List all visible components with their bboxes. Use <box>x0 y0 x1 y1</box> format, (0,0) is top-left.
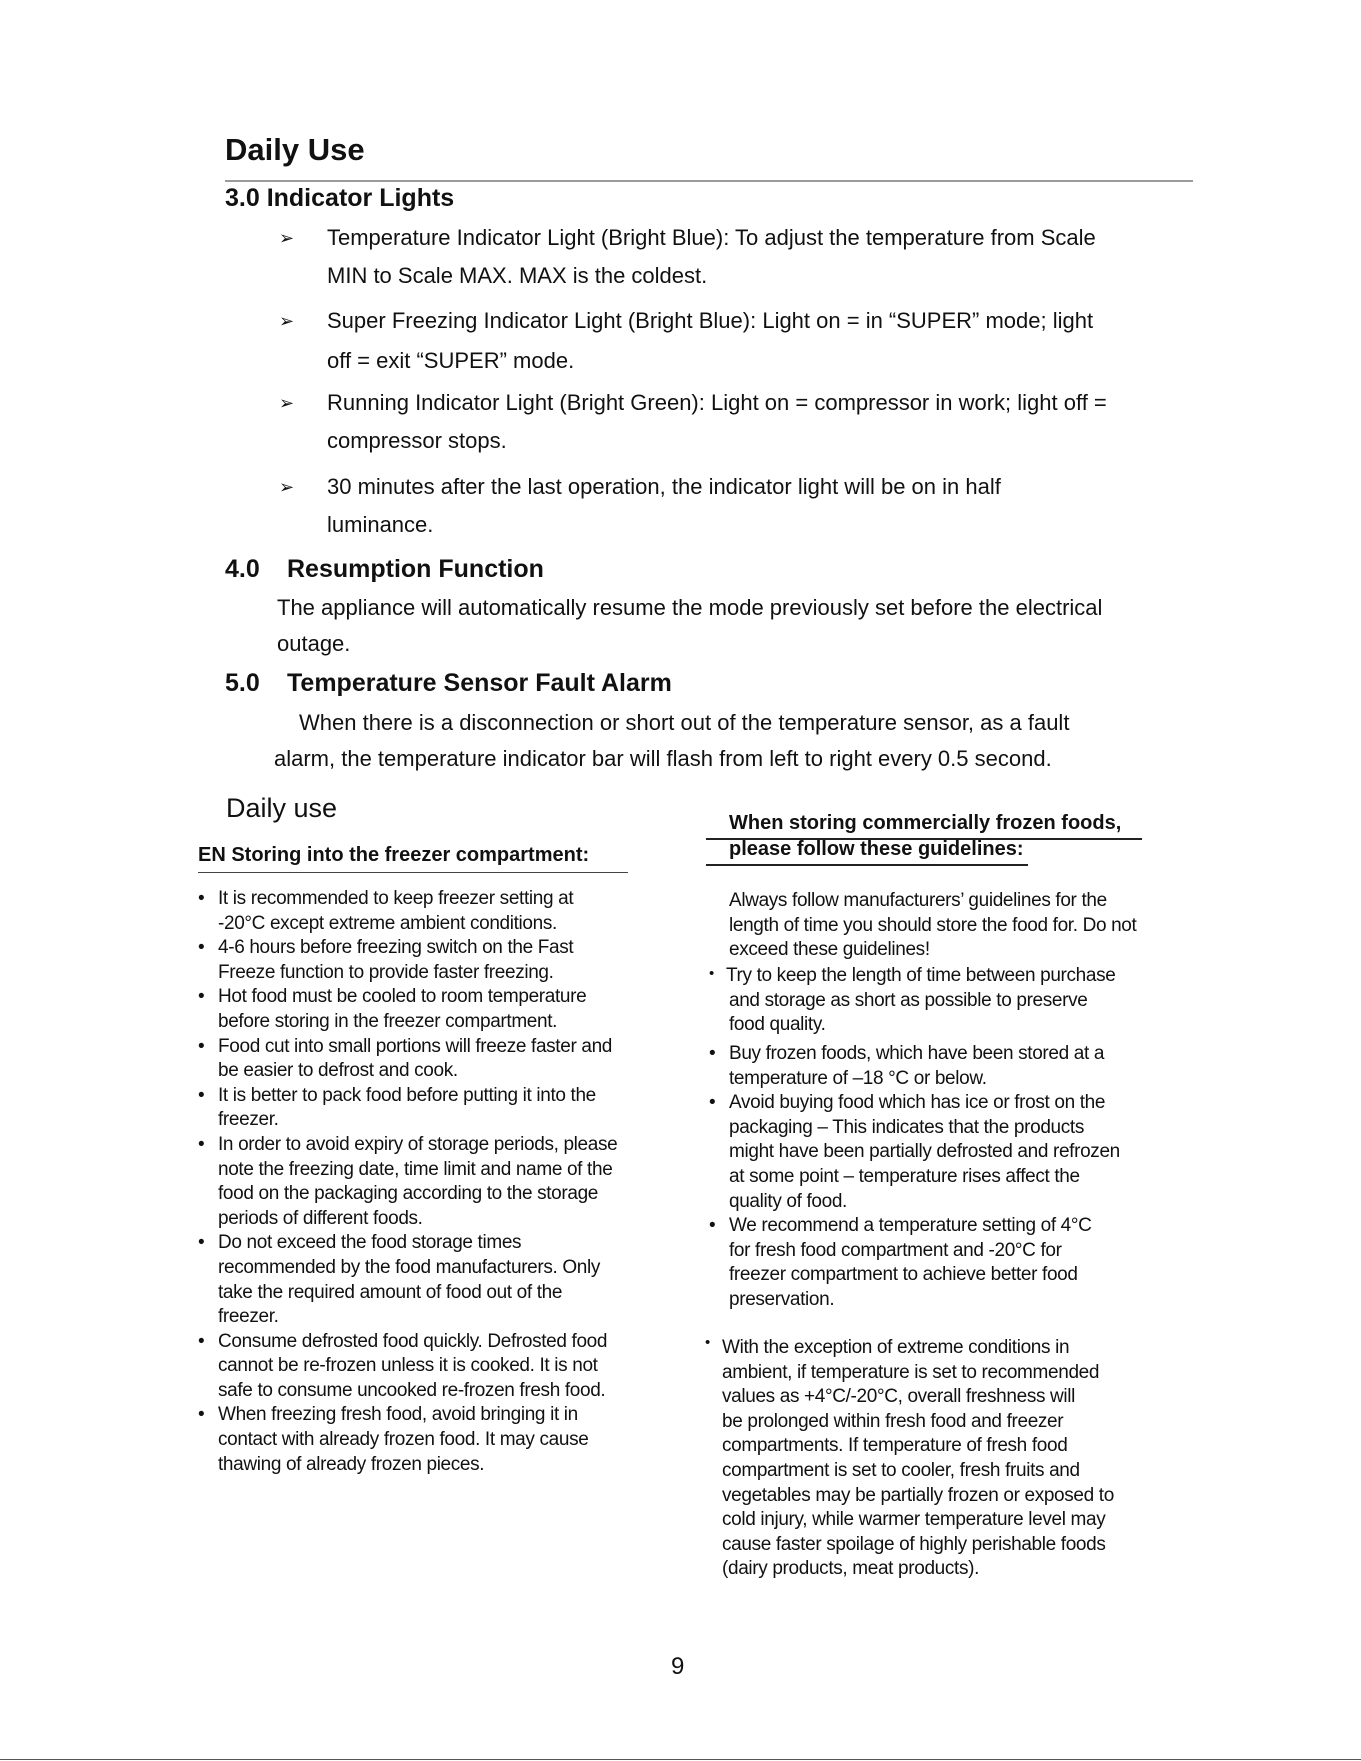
heading-underline-2 <box>706 864 1028 866</box>
list-item-line2: off = exit “SUPER” mode. <box>327 348 575 373</box>
title-rule <box>225 180 1193 182</box>
list-item-line: Hot food must be cooled to room temperature <box>218 986 587 1008</box>
intro-line: Always follow manufacturers’ guidelines for the <box>729 890 1107 911</box>
list-item <box>198 1330 668 1404</box>
list-item-line: When freezing fresh food, avoid bringing it in <box>218 1404 578 1426</box>
list-item-line: recommended by the food manufacturers. Only <box>218 1256 601 1278</box>
list-item-line: preservation. <box>729 1288 835 1310</box>
list-item-line: It is recommended to keep freezer setting at <box>218 888 574 909</box>
list-item-line: cannot be re-frozen unless it is cooked. It is not <box>218 1355 598 1377</box>
list-item <box>198 1133 668 1231</box>
list-item <box>198 1035 668 1084</box>
list-item <box>198 1231 668 1329</box>
list-item-line1: Running Indicator Light (Bright Green): Light on = compressor in work; light off = <box>327 390 1107 415</box>
section-3-title: 3.0 Indicator Lights <box>225 184 455 212</box>
list-item-line: We recommend a temperature setting of 4°C <box>729 1215 1092 1237</box>
page-title: Daily Use <box>225 132 365 167</box>
list-item-line: food quality. <box>729 1014 826 1036</box>
list-item-line: temperature of –18 °C or below. <box>729 1067 987 1089</box>
list-item-text <box>722 1336 1202 1582</box>
list-item-line: Food cut into small portions will freeze faster and <box>218 1035 613 1057</box>
arrow-bullet-icon: ➢ <box>279 477 295 498</box>
list-item-line: Avoid buying food which has ice or frost on the <box>729 1092 1106 1114</box>
arrow-bullet-icon: ➢ <box>279 311 295 332</box>
guidelines-intro <box>729 889 1199 963</box>
intro-line: exceed these guidelines! <box>729 939 930 961</box>
commercial-frozen-heading-line1: When storing commercially frozen foods, <box>729 812 1122 834</box>
bullet-dot-icon: • <box>705 1334 711 1351</box>
list-item-line: packaging – This indicates that the products <box>729 1116 1084 1138</box>
list-item-line: might have been partially defrosted and refrozen <box>729 1141 1120 1163</box>
list-item-line: (dairy products, meat products). <box>722 1558 980 1580</box>
list-item <box>198 985 668 1034</box>
page-number: 9 <box>671 1653 685 1680</box>
list-item-line: 4-6 hours before freezing switch on the Fast <box>218 937 574 959</box>
list-item-line: and storage as short as possible to preserve <box>729 989 1088 1011</box>
list-item-line: thawing of already frozen pieces. <box>218 1453 485 1475</box>
subheading-underline <box>198 872 628 873</box>
list-item-line: note the freezing date, time limit and name of the <box>218 1158 613 1180</box>
list-item-text <box>726 964 1196 1038</box>
list-item-line: Try to keep the length of time between purchase <box>726 965 1116 986</box>
list-item-line: be prolonged within fresh food and freezer <box>722 1410 1064 1432</box>
list-item-line: Do not exceed the food storage times <box>218 1232 522 1254</box>
list-item-line: -20°C except extreme ambient conditions. <box>218 912 557 934</box>
list-item <box>709 1091 1199 1214</box>
list-item-line: food on the packaging according to the storage <box>218 1183 599 1205</box>
list-item-line: safe to consume uncooked re-frozen fresh food. <box>218 1379 606 1401</box>
list-item-line: compartments. If temperature of fresh food <box>722 1435 1068 1457</box>
list-item <box>198 936 668 985</box>
list-item-line: freezer compartment to achieve better food <box>729 1264 1078 1286</box>
list-item <box>709 1214 1199 1312</box>
list-item-line: for fresh food compartment and -20°C for <box>729 1239 1062 1261</box>
list-item-line: In order to avoid expiry of storage periods, please <box>218 1133 618 1155</box>
list-item-line1: 30 minutes after the last operation, the indicator light will be on in half <box>327 474 1001 499</box>
section-4-title: Resumption Function <box>287 555 544 583</box>
list-item-line: cause faster spoilage of highly perishable foods <box>722 1533 1106 1555</box>
section-5-text-line1: When there is a disconnection or short out of the temperature sensor, as a fault <box>299 710 1070 735</box>
list-item <box>198 887 668 936</box>
list-item-line: freezer. <box>218 1109 279 1131</box>
list-item-line: values as +4°C/-20°C, overall freshness will <box>722 1386 1076 1408</box>
section-5-title: Temperature Sensor Fault Alarm <box>287 669 672 697</box>
list-item-line: periods of different foods. <box>218 1207 423 1229</box>
list-item-line2: MIN to Scale MAX. MAX is the coldest. <box>327 263 708 288</box>
arrow-bullet-icon: ➢ <box>279 393 295 414</box>
list-item-line: Freeze function to provide faster freezing. <box>218 961 554 983</box>
list-item <box>198 1084 668 1133</box>
list-item-line: quality of food. <box>729 1190 847 1212</box>
guidelines-list <box>709 1042 1199 1313</box>
section-4-number: 4.0 <box>225 555 260 583</box>
list-item-line: Consume defrosted food quickly. Defrosted food <box>218 1330 608 1352</box>
list-item-line1: Super Freezing Indicator Light (Bright Blue): Light on = in “SUPER” mode; light <box>327 308 1094 333</box>
freezer-storing-list <box>198 887 668 1477</box>
arrow-bullet-icon: ➢ <box>279 228 295 249</box>
intro-line: length of time you should store the food for. Do not <box>729 914 1137 936</box>
freezer-storing-subheading: EN Storing into the freezer compartment: <box>198 844 590 866</box>
section-4-text-line1: The appliance will automatically resume the mode previously set before the electrical <box>277 595 1103 620</box>
list-item <box>709 1042 1199 1091</box>
list-item-line2: luminance. <box>327 512 434 537</box>
page-bottom-rule <box>0 1759 1361 1760</box>
list-item-line: cold injury, while warmer temperature level may <box>722 1509 1106 1531</box>
list-item-line: vegetables may be partially frozen or exposed to <box>722 1484 1114 1506</box>
list-item-line1: Temperature Indicator Light (Bright Blue): To adjust the temperature from Scale <box>327 225 1096 250</box>
list-item-line: compartment is set to cooler, fresh fruits and <box>722 1459 1080 1481</box>
list-item-line: freezer. <box>218 1306 279 1328</box>
commercial-frozen-heading-line2: please follow these guidelines: <box>729 838 1024 860</box>
list-item-line: take the required amount of food out of the <box>218 1281 563 1303</box>
section-5-text-line2: alarm, the temperature indicator bar will flash from left to right every 0.5 second. <box>274 746 1052 771</box>
list-item-line2: compressor stops. <box>327 428 507 453</box>
section-4-text-line2: outage. <box>277 631 351 656</box>
section-5-number: 5.0 <box>225 669 260 697</box>
list-item-line: be easier to defrost and cook. <box>218 1060 458 1082</box>
bullet-dot-icon: • <box>709 965 715 982</box>
list-item-line: With the exception of extreme conditions in <box>722 1337 1070 1358</box>
list-item-line: Buy frozen foods, which have been stored at a <box>729 1043 1105 1064</box>
list-item-line: before storing in the freezer compartment. <box>218 1010 558 1032</box>
list-item-line: at some point – temperature rises affect the <box>729 1165 1080 1187</box>
list-item-line: ambient, if temperature is set to recommended <box>722 1361 1100 1383</box>
daily-use-heading: Daily use <box>226 793 338 823</box>
list-item-line: It is better to pack food before putting it into the <box>218 1084 596 1106</box>
list-item <box>198 1403 668 1477</box>
list-item-line: contact with already frozen food. It may cause <box>218 1429 589 1451</box>
